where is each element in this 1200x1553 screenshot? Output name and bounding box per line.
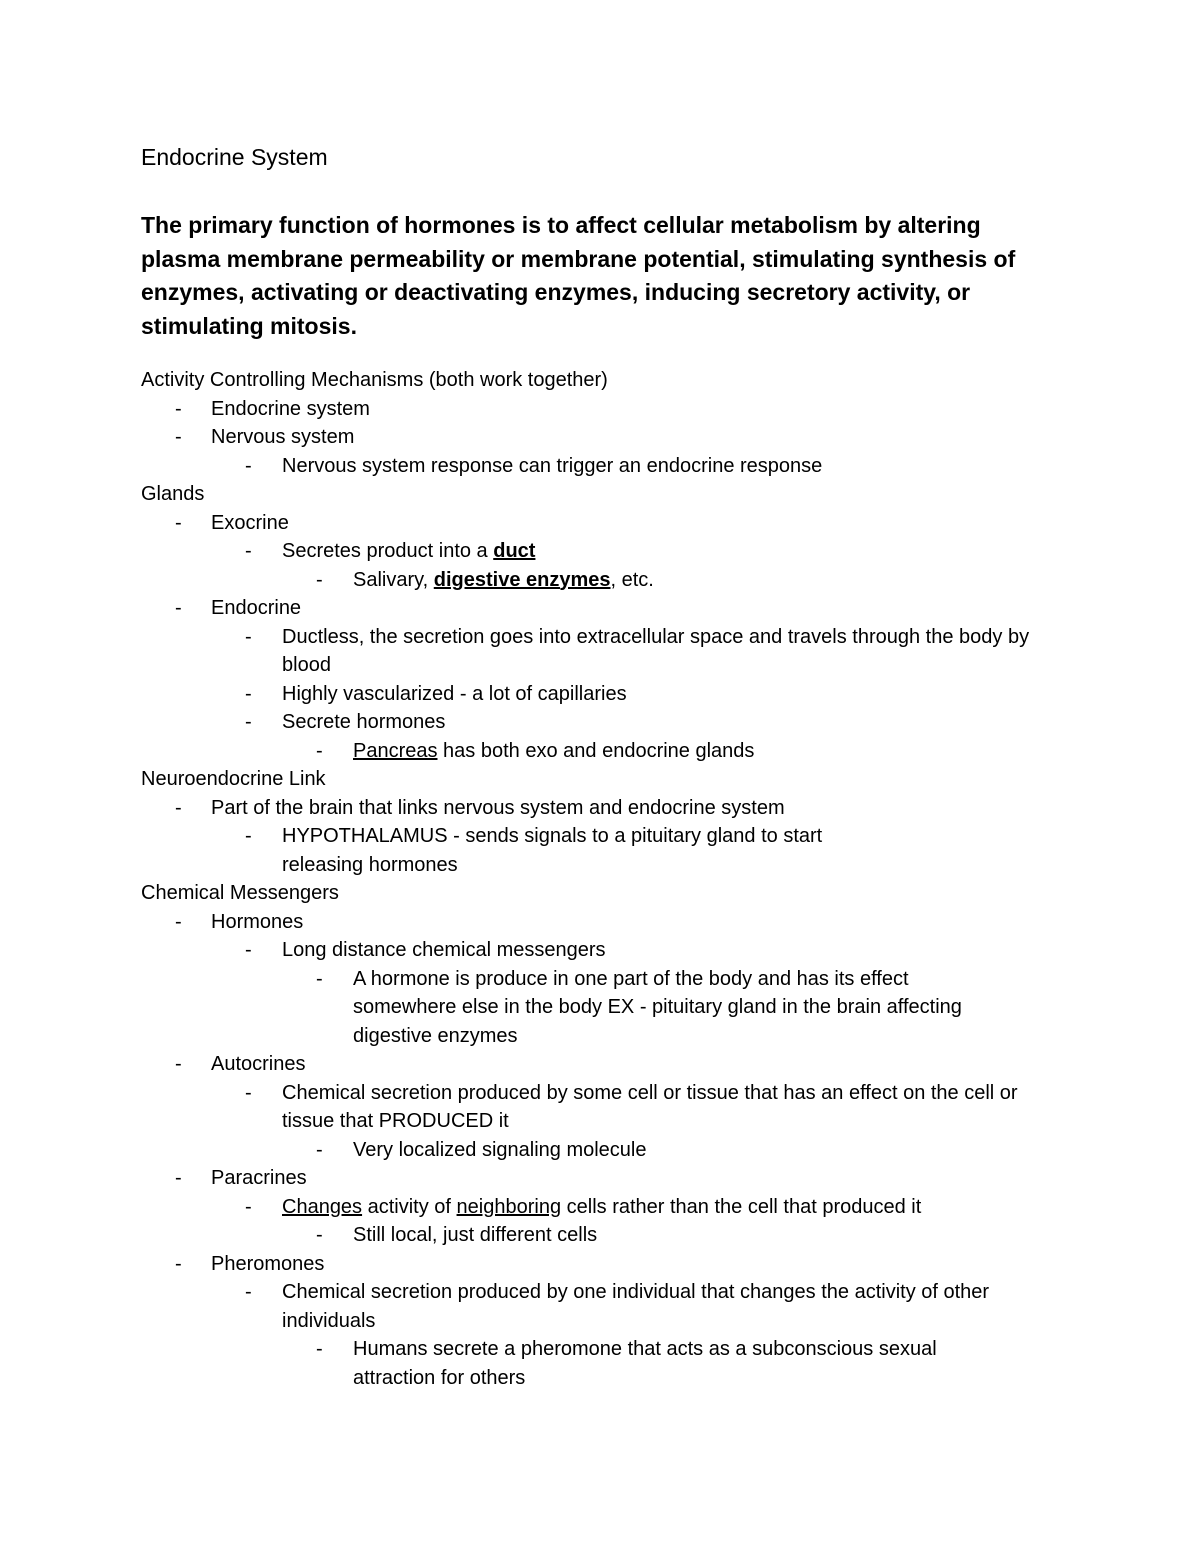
- notes-outline: [141, 366, 1071, 1392]
- emphasis-digestive-enzymes: digestive enzymes: [433, 568, 611, 591]
- heading-activity-controlling: Activity Controlling Mechanisms (both work together): [141, 369, 608, 391]
- list-item: [141, 822, 842, 879]
- bullet-dash: -: [175, 1053, 182, 1075]
- list-item-text: Humans secrete a pheromone that acts as a subconscious sexual attraction for others: [353, 1338, 937, 1389]
- list-item: [141, 1136, 1071, 1165]
- bullet-dash: -: [175, 397, 182, 420]
- bullet-dash: -: [175, 910, 182, 933]
- bullet-dash: -: [245, 625, 252, 648]
- bullet-dash: -: [316, 1338, 323, 1360]
- bullet-dash: -: [245, 682, 252, 705]
- list-item: [141, 1050, 1071, 1079]
- bullet-dash: -: [175, 511, 182, 534]
- list-item: [141, 794, 1071, 823]
- list-item-text: has both exo and endocrine glands: [437, 739, 755, 762]
- list-item-text: Exocrine: [211, 511, 289, 534]
- list-item-text: Hormones: [211, 910, 304, 933]
- bullet-dash: -: [245, 540, 252, 562]
- bullet-dash: -: [316, 1138, 323, 1161]
- list-item: [141, 1079, 1071, 1136]
- heading-neuroendocrine-link: Neuroendocrine Link: [141, 768, 326, 790]
- list-item: [141, 537, 1071, 566]
- list-item-text: Still local, just different cells: [353, 1224, 598, 1246]
- list-item-text: Part of the brain that links nervous system and endocrine system: [211, 796, 785, 819]
- list-item-text: activity of: [362, 1195, 457, 1218]
- heading-glands: Glands: [141, 483, 205, 505]
- list-item: [141, 566, 1071, 595]
- list-item: [141, 936, 1071, 965]
- list-item-text: Long distance chemical messengers: [282, 939, 606, 961]
- list-item: [141, 737, 1071, 766]
- emphasis-duct: duct: [493, 540, 536, 562]
- list-item-text: Secrete hormones: [282, 711, 446, 733]
- bullet-dash: -: [245, 939, 252, 961]
- list-item-text: Ductless, the secretion goes into extracellular space and travels through the body by blood: [282, 625, 1030, 676]
- list-item-text: Nervous system: [211, 426, 355, 448]
- document-page: [141, 141, 1071, 1392]
- list-item: [141, 594, 1071, 623]
- bullet-dash: -: [316, 739, 323, 762]
- bullet-dash: -: [245, 454, 252, 477]
- intro-paragraph: The primary function of hormones is to affect cellular metabolism by altering plasma membrane permeability or membrane potential, stimulating synthesis of enzymes, activating or deactivating enzymes, inducing secretory activity, or stimulating mitosis.: [141, 212, 1016, 339]
- list-item: [141, 1250, 1071, 1279]
- emphasis-neighboring: neighboring: [456, 1195, 562, 1218]
- bullet-dash: -: [245, 711, 252, 733]
- bullet-dash: -: [316, 967, 323, 990]
- list-item-text: Paracrines: [211, 1167, 307, 1189]
- list-item-text: Endocrine: [211, 597, 302, 619]
- list-item: [141, 1221, 1071, 1250]
- emphasis-changes: Changes: [282, 1195, 363, 1218]
- list-item-text: cells rather than the cell that produced it: [561, 1195, 922, 1218]
- list-item-text: Salivary,: [353, 568, 434, 591]
- list-item: [141, 1164, 1071, 1193]
- bullet-dash: -: [245, 1081, 252, 1104]
- list-item: [141, 423, 1071, 452]
- bullet-dash: -: [175, 597, 182, 619]
- list-item-text: Chemical secretion produced by some cell or tissue that has an effect on the cell or tissue that PRODUCED it: [282, 1081, 1018, 1132]
- list-item-text: A hormone is produce in one part of the body and has its effect somewhere else in the body EX - pituitary gland in the brain affecting digestive enzymes: [353, 967, 962, 1047]
- list-item: [141, 452, 1071, 481]
- list-item: [141, 623, 1071, 680]
- bullet-dash: -: [175, 1252, 182, 1275]
- bullet-dash: -: [175, 426, 182, 448]
- list-item-text: Endocrine system: [211, 397, 370, 420]
- list-item: [141, 708, 1071, 737]
- list-item-text: Pheromones: [211, 1252, 325, 1275]
- list-item-text: Very localized signaling molecule: [353, 1138, 647, 1161]
- list-item-text: Highly vascularized - a lot of capillaries: [282, 682, 627, 705]
- list-item-text: Chemical secretion produced by one individual that changes the activity of other individuals: [282, 1281, 990, 1332]
- bullet-dash: -: [175, 796, 182, 819]
- bullet-dash: -: [316, 568, 323, 591]
- heading-chemical-messengers: Chemical Messengers: [141, 882, 339, 904]
- bullet-dash: -: [245, 825, 252, 847]
- list-item: [141, 509, 1071, 538]
- bullet-dash: -: [316, 1224, 323, 1246]
- list-item-text: HYPOTHALAMUS - sends signals to a pituitary gland to start releasing hormones: [282, 825, 823, 876]
- list-item-text: Nervous system response can trigger an endocrine response: [282, 454, 823, 477]
- list-item-text: , etc.: [610, 568, 654, 591]
- bullet-dash: -: [175, 1167, 182, 1189]
- list-item: [141, 1335, 993, 1392]
- document-title: Endocrine System: [141, 144, 328, 170]
- bullet-dash: -: [245, 1195, 252, 1218]
- list-item: [141, 1193, 1071, 1222]
- bullet-dash: -: [245, 1281, 252, 1303]
- list-item: [141, 908, 1071, 937]
- list-item: [141, 965, 993, 1051]
- list-item: [141, 395, 1071, 424]
- list-item-text: Secretes product into a: [282, 540, 494, 562]
- list-item: [141, 1278, 1071, 1335]
- list-item: [141, 680, 1071, 709]
- emphasis-pancreas: Pancreas: [353, 739, 438, 762]
- list-item-text: Autocrines: [211, 1053, 306, 1075]
